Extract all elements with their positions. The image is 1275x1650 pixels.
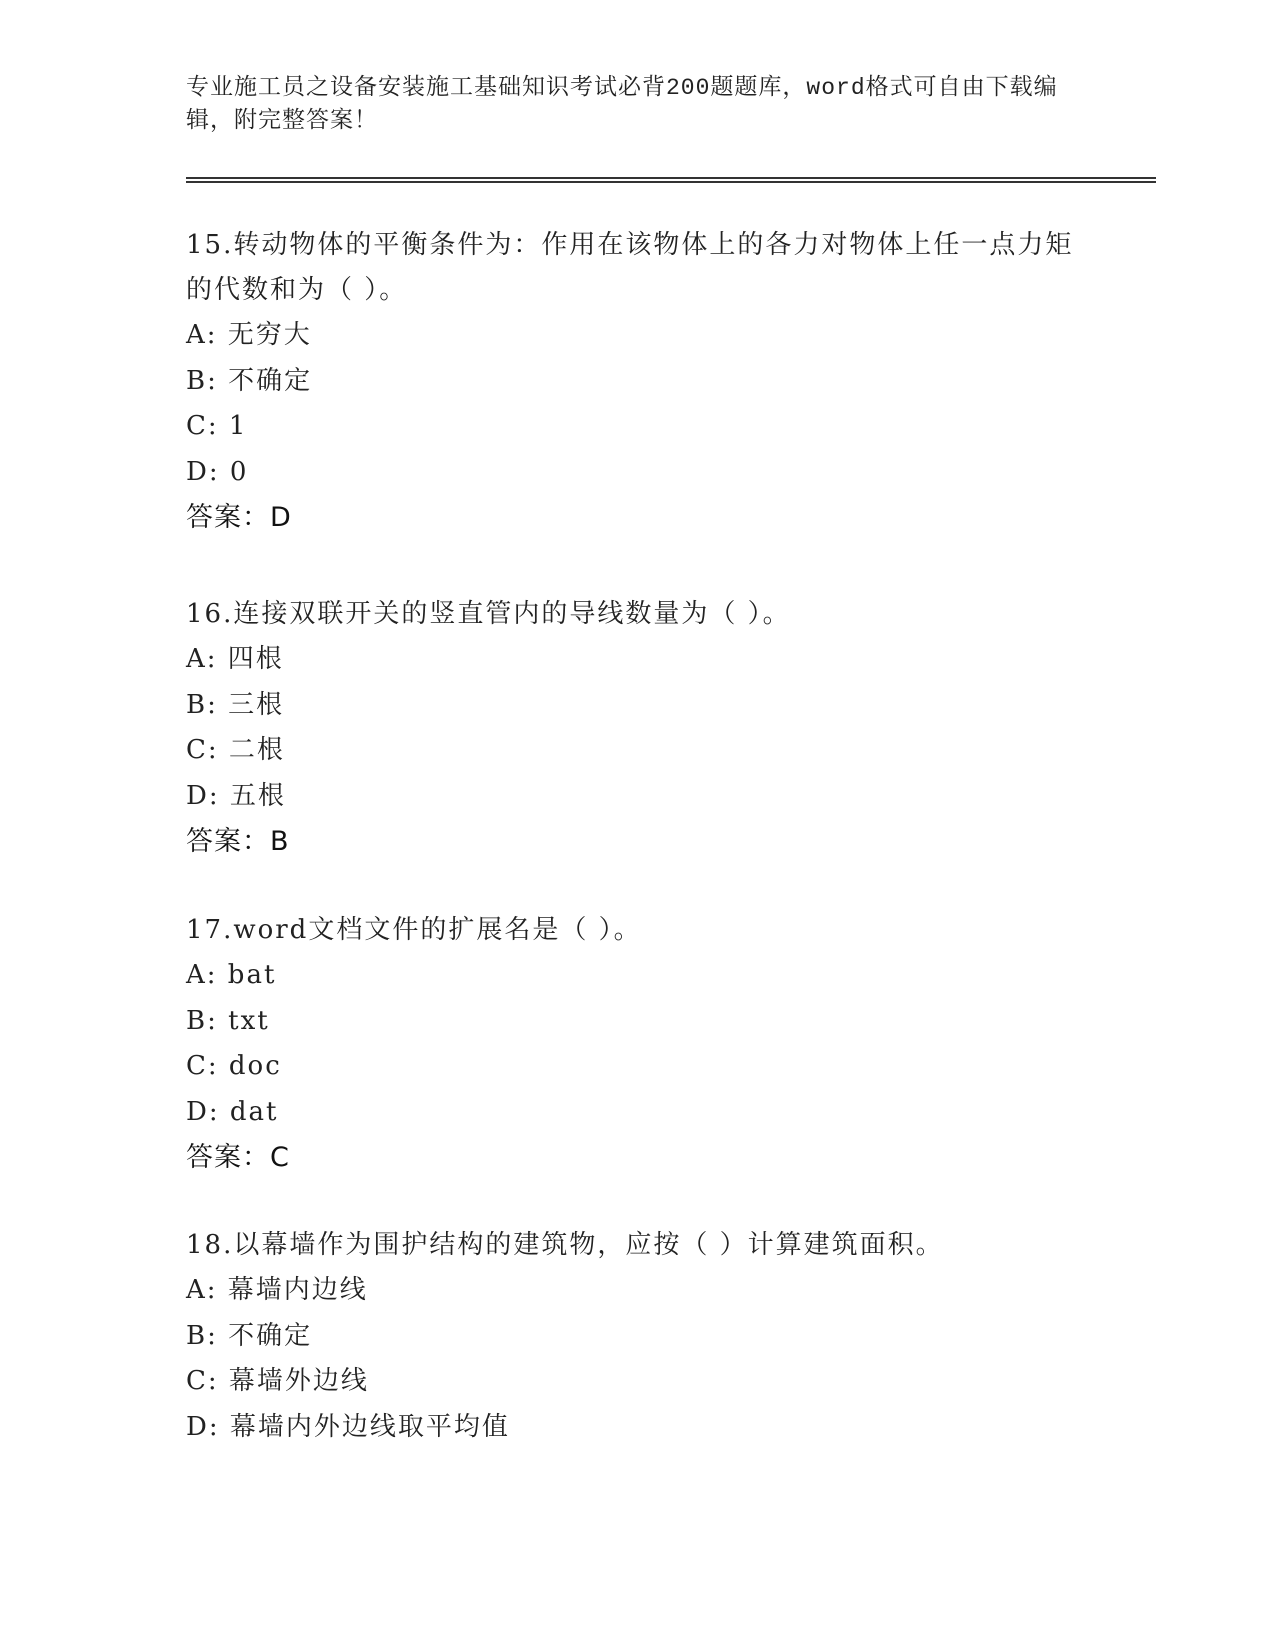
question-17 (186, 908, 1076, 1181)
option-b: B: 不确定 (186, 1320, 313, 1351)
question-15 (186, 223, 1076, 541)
option-b: B: txt (186, 1005, 270, 1036)
question-text: 15.转动物体的平衡条件为：作用在该物体上的各力对物体上任一点力矩的代数和为（ ）。 (186, 230, 1074, 305)
question-text: 18.以幕墙作为围护结构的建筑物，应按（ ）计算建筑面积。 (186, 1230, 944, 1260)
question-text: 17.word文档文件的扩展名是（ ）。 (186, 915, 642, 945)
option-c: C: 1 (186, 411, 248, 441)
option-a: A: 无穷大 (186, 320, 312, 350)
answer: 答案：D (186, 502, 292, 533)
question-text: 16.连接双联开关的竖直管内的导线数量为（ ）。 (186, 599, 791, 629)
option-b: B: 不确定 (186, 365, 313, 396)
header-divider (186, 177, 1156, 183)
option-b: B: 三根 (186, 689, 285, 720)
option-c: C: 幕墙外边线 (186, 1366, 369, 1396)
answer: 答案：C (186, 1142, 290, 1173)
option-c: C: doc (186, 1051, 282, 1081)
option-a: A: 幕墙内边线 (186, 1275, 368, 1305)
option-d: D: dat (186, 1096, 279, 1127)
option-d: D: 0 (186, 456, 249, 487)
option-a: A: 四根 (186, 644, 284, 674)
question-18 (186, 1223, 1076, 1450)
option-d: D: 五根 (186, 780, 286, 811)
option-c: C: 二根 (186, 735, 285, 765)
question-16 (186, 592, 1076, 865)
document-header: 专业施工员之设备安装施工基础知识考试必背200题题库，word格式可自由下载编辑，附完整答案！ (186, 75, 1058, 134)
option-a: A: bat (186, 960, 277, 990)
option-d: D: 幕墙内外边线取平均值 (186, 1411, 510, 1442)
answer: 答案：B (186, 826, 290, 857)
